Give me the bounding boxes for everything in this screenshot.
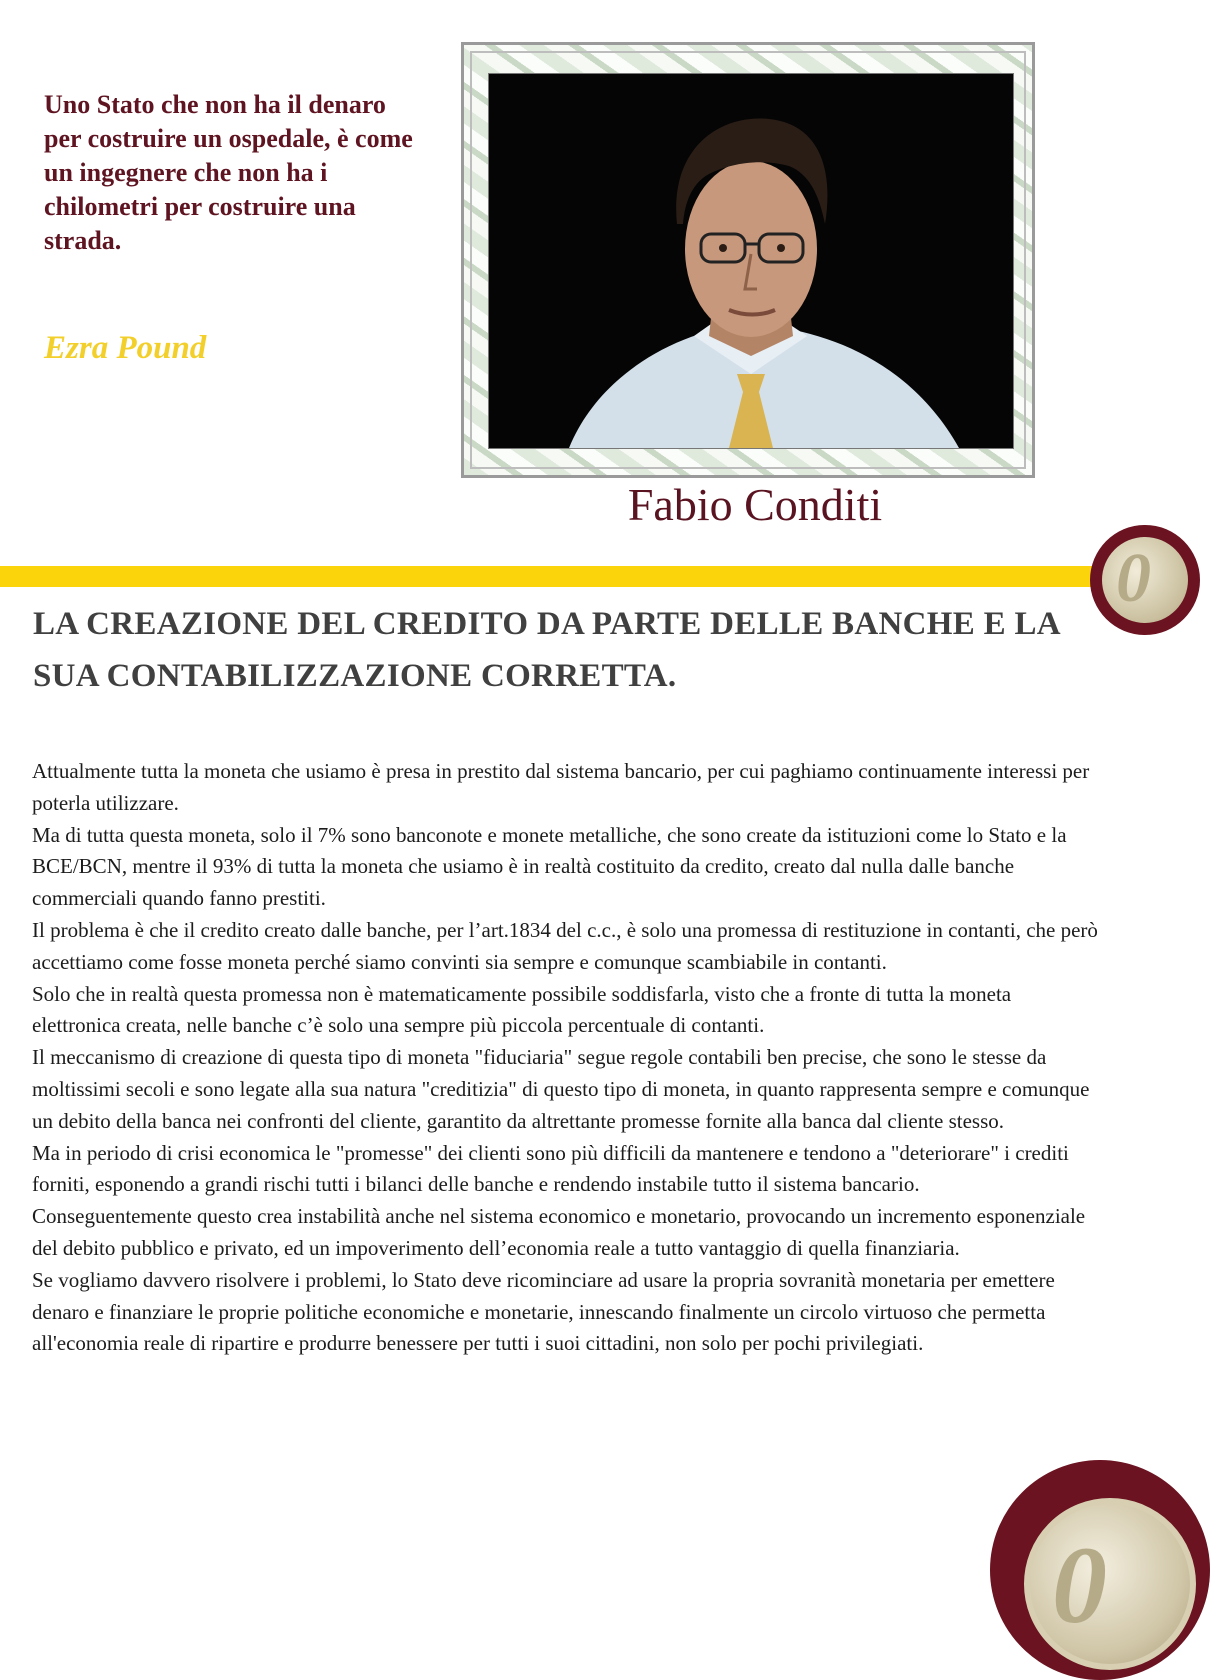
paragraph: Ma di tutta questa moneta, solo il 7% sono banconote e monete metalliche, che sono create da istituzioni come lo Stato e la BCE/BCN, mentre il 93% di tutta la moneta che usiamo è in realtà costituito da credito, creato dal nulla dalle banche commerciali quando fanno prestiti. <box>32 822 1067 911</box>
paragraph: Il problema è che il credito creato dalle banche, per l’art.1834 del c.c., è solo una promessa di restituzione in contanti, che però accettiamo come fosse moneta perché siamo convinti sia sempre e comunque scambiabile in contanti. <box>32 917 1098 974</box>
article-body <box>32 756 1102 1360</box>
euro-coin-icon: 0 <box>990 1460 1210 1680</box>
paragraph: Attualmente tutta la moneta che usiamo è presa in prestito dal sistema bancario, per cui paghiamo continuamente interessi per poterla utilizzare. <box>32 759 1090 815</box>
paragraph: Il meccanismo di creazione di questa tipo di moneta "fiduciaria" segue regole contabili ben precise, che sono le stesse da moltissimi secoli e sono legate alla sua natura "creditizia" di questo tipo di moneta, in quanto rappresenta sempre e comunque un debito della banca nei confronti del cliente, garantito da altrettante promesse fornite alla banca dal cliente stesso. <box>32 1045 1090 1133</box>
author-photo <box>488 73 1014 449</box>
paragraph: Se vogliamo davvero risolvere i problemi, lo Stato deve ricominciare ad usare la propria sovranità monetaria per emettere denaro e finanziare le proprie politiche economiche e monetarie, innescando finalmente un circolo virtuoso che permetta all'economia reale di ripartire e produrre benessere per tutti i suoi cittadini, non solo per pochi privilegiati. <box>32 1267 1055 1356</box>
author-name: Fabio Conditi <box>627 479 883 530</box>
paragraph: Ma in periodo di crisi economica le "promesse" dei clienti sono più difficili da mantenere e tendono a "deteriorare" i crediti forniti, esponendo a grandi rischi tutti i bilanci delle banche e rendendo instabile tutto il sistema bancario. <box>32 1140 1069 1197</box>
euro-coin-icon: 0 <box>1090 525 1200 635</box>
paragraph: Solo che in realtà questa promessa non è matematicamente possibile soddisfarla, visto che a fronte di tutta la moneta elettronica creata, nelle banche c’è solo una sempre più piccola percentuale di contanti. <box>32 981 1012 1038</box>
paragraph: Conseguentemente questo crea instabilità anche nel sistema economico e monetario, provocando un incremento esponenziale del debito pubblico e privato, ed un impoverimento dell’economia reale a tutto vantaggio di quella finanziaria. <box>32 1204 1086 1260</box>
banknote-photo-frame <box>461 42 1035 478</box>
portrait-illustration <box>489 74 1013 448</box>
quote-author: Ezra Pound <box>44 330 207 366</box>
yellow-divider-band <box>0 566 1131 587</box>
page-title: LA CREAZIONE DEL CREDITO DA PARTE DELLE BANCHE E LA SUA CONTABILIZZAZIONE CORRETTA. <box>33 606 1060 694</box>
quote-text: Uno Stato che non ha il denaro per costruire un ospedale, è come un ingegnere che non ha i chilometri per costruire una strada. <box>44 90 413 255</box>
